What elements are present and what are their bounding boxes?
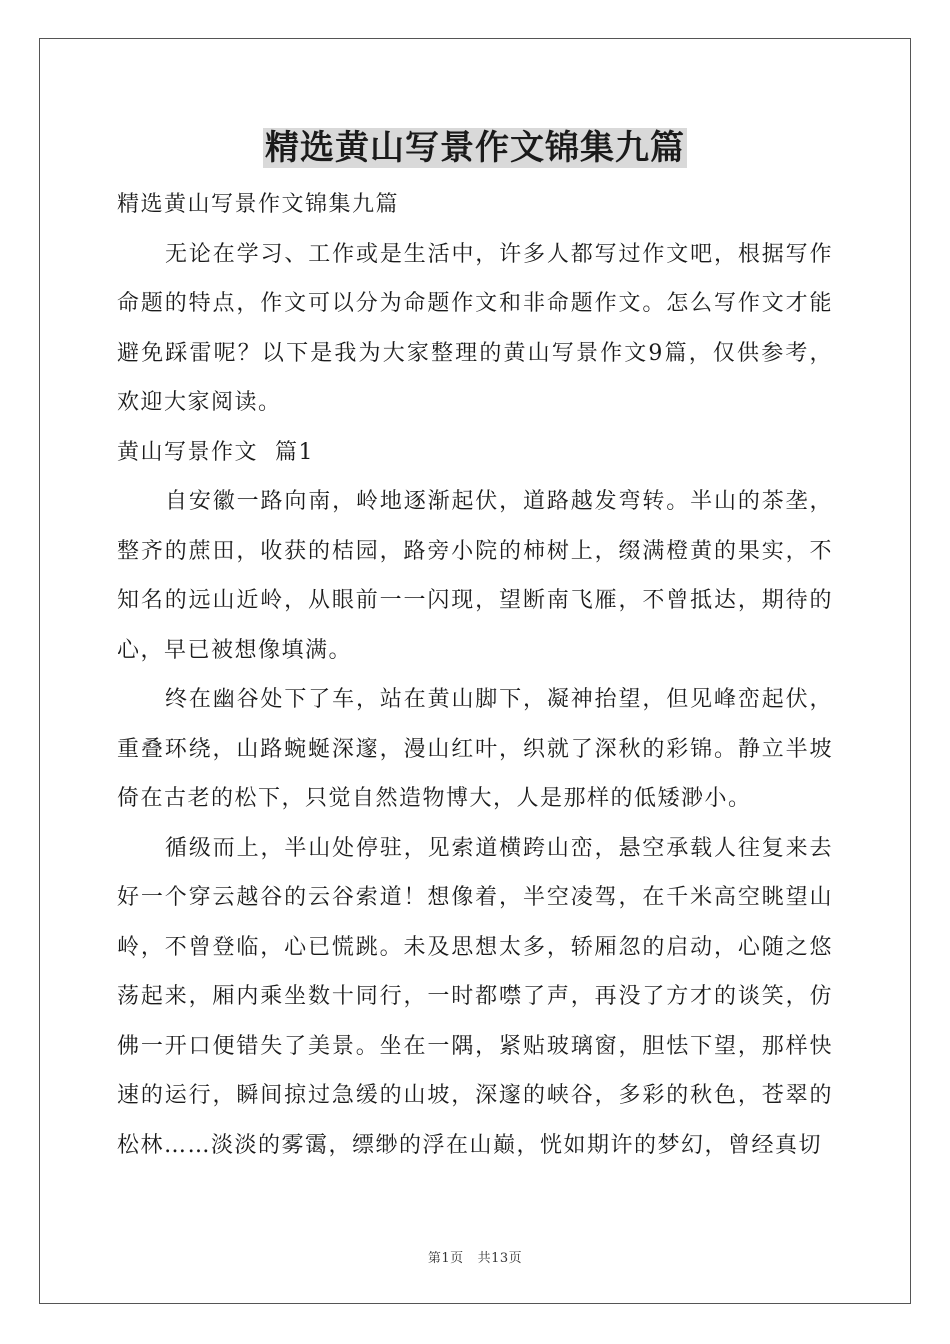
- body-paragraph-3: 循级而上，半山处停驻，见索道横跨山峦，悬空承载人往复来去好一个穿云越谷的云谷索道！想像着，半空凌驾，在千米高空眺望山岭，不曾登临，心已慌跳。未及思想太多，轿厢忽的启动，心随之悠荡起来，厢内乘坐数十同行，一时都噤了声，再没了方才的谈笑，仿佛一开口便错失了美景。坐在一隅，紧贴玻璃窗，胆怯下望，那样快速的运行，瞬间掠过急缓的山坡，深邃的峡谷，多彩的秋色，苍翠的松林……淡淡的雾霭，缥缈的浮在山巅，恍如期许的梦幻，曾经真切: [117, 835, 833, 1158]
- document-body: [117, 180, 833, 1170]
- page-number-total: 共13页: [477, 1251, 523, 1266]
- page-footer: [0, 1247, 950, 1266]
- body-paragraph-2: 终在幽谷处下了车，站在黄山脚下，凝神抬望，但见峰峦起伏，重叠环绕，山路蜿蜒深邃，漫山红叶，织就了深秋的彩锦。静立半坡倚在古老的松下，只觉自然造物博大，人是那样的低矮渺小。: [117, 687, 833, 811]
- page-number-current: 第1页: [427, 1251, 464, 1266]
- intro-paragraph: 无论在学习、工作或是生活中，许多人都写过作文吧，根据写作命题的特点，作文可以分为命题作文和非命题作文。怎么写作文才能避免踩雷呢？以下是我为大家整理的黄山写景作文9篇，仅供参考，欢迎大家阅读。: [117, 241, 833, 415]
- document-title: [0, 126, 950, 170]
- document-subtitle: 精选黄山写景作文锦集九篇: [117, 192, 400, 217]
- section-heading: 黄山写景作文 篇1: [117, 439, 314, 465]
- document-title-text: 精选黄山写景作文锦集九篇: [265, 128, 685, 168]
- body-paragraph-1: 自安徽一路向南，岭地逐渐起伏，道路越发弯转。半山的茶垄，整齐的蔗田，收获的桔园，路旁小院的柿树上，缀满橙黄的果实，不知名的远山近岭，从眼前一一闪现，望断南飞雁，不曾抵达，期待的心，早已被想像填满。: [117, 489, 833, 663]
